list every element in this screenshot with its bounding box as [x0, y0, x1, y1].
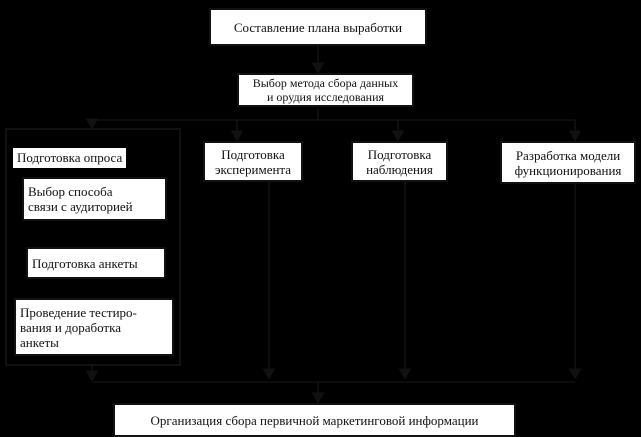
box-primary-info-collection: Организация сбора первичной маркетинговой информации	[113, 403, 516, 437]
box-survey-contact-method: Выбор способа связи с аудиторией	[22, 177, 167, 221]
box-survey-questionnaire: Подготовка анкеты	[26, 247, 166, 279]
box-survey-testing: Проведение тестиро- вания и доработка анкеты	[14, 298, 174, 356]
box-plan: Составление плана выработки	[209, 8, 427, 46]
box-observation-preparation: Подготовка наблюдения	[351, 141, 448, 182]
box-method-selection: Выбор метода сбора данных и орудия исследования	[237, 73, 414, 107]
box-model-development: Разработка модели функционирования	[500, 141, 636, 184]
survey-title: Подготовка опроса	[13, 148, 126, 168]
box-experiment-preparation: Подготовка эксперимента	[203, 141, 303, 182]
